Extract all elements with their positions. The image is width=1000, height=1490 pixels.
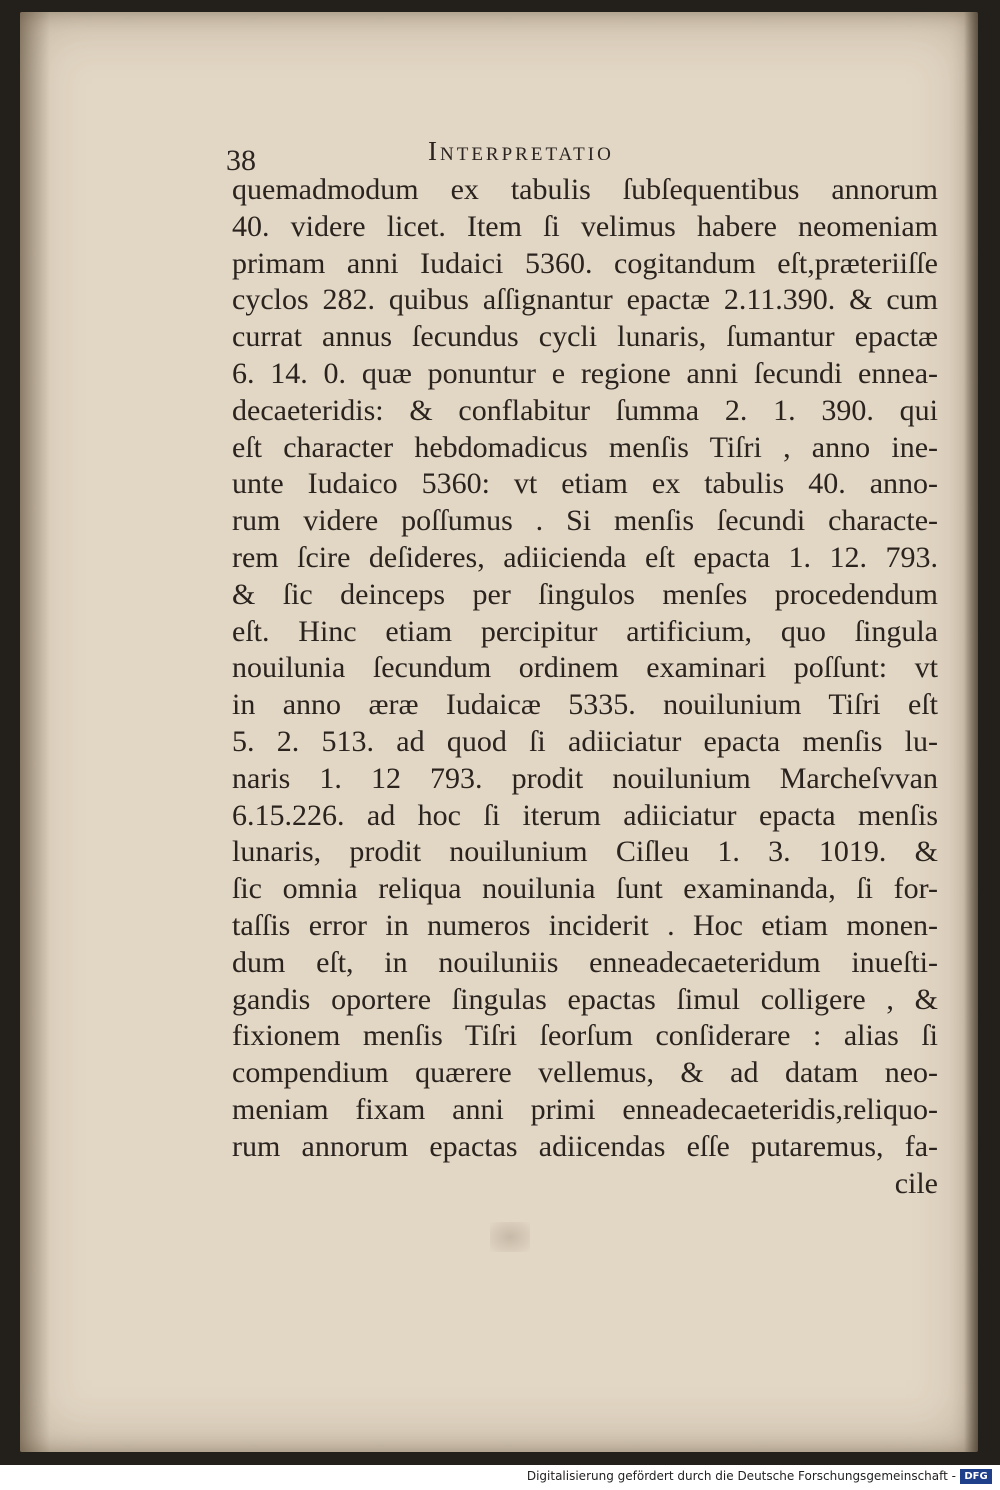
text-line: 6.15.226. ad hoc ſi iterum adiiciatur epacta menſis [232, 798, 938, 832]
body-text [232, 172, 938, 1202]
text-line: eſt character hebdomadicus menſis Tiſri , anno ine- [232, 430, 938, 464]
text-line: gandis oportere ſingulas epactas ſimul colligere , & [232, 982, 938, 1016]
text-line: lunaris, prodit nouilunium Ciſleu 1. 3. 1019. & [232, 835, 938, 869]
text-line: fixionem menſis Tiſri ſeorſum conſiderare : alias ſi [232, 1019, 938, 1053]
text-line: eſt. Hinc etiam percipitur artificium, quo ſingula [232, 614, 938, 648]
text-line: dum eſt, in nouiluniis enneadecaeteridum inueſti- [232, 945, 938, 979]
paper-stain [490, 1222, 530, 1252]
text-line: unte Iudaico 5360: vt etiam ex tabulis 40. anno- [232, 467, 938, 501]
running-title: Interpretatio [428, 136, 614, 166]
text-line: cyclos 282. quibus aſſignantur epactæ 2.11.390. & cum [232, 283, 938, 317]
text-line: rem ſcire deſideres, adiicienda eſt epacta 1. 12. 793. [232, 540, 938, 574]
text-line: compendium quærere vellemus, & ad datam neo- [232, 1056, 938, 1090]
text-line: 40. videre licet. Item ſi velimus habere neomeniam [232, 209, 938, 243]
text-line: rum annorum epactas adiicendas eſſe putaremus, fa- [232, 1129, 938, 1163]
page-spine-shadow [20, 12, 50, 1452]
book-page [20, 12, 978, 1452]
dfg-logo-icon: DFG [960, 1469, 992, 1484]
text-line: 6. 14. 0. quæ ponuntur e regione anni ſecundi ennea- [232, 356, 938, 390]
text-line: rum videre poſſumus . Si menſis ſecundi characte- [232, 504, 938, 538]
text-line: meniam fixam anni primi enneadecaeteridis,reliquo- [232, 1092, 938, 1126]
page-edge-shadow [964, 12, 978, 1452]
text-line: decaeteridis: & conflabitur ſumma 2. 1. 390. qui [232, 393, 938, 427]
text-line: & ſic deinceps per ſingulos menſes procedendum [232, 577, 938, 611]
text-line: currat annus ſecundus cycli lunaris, ſumantur epactæ [232, 320, 938, 354]
page-number: 38 [226, 144, 256, 177]
text-line: 5. 2. 513. ad quod ſi adiiciatur epacta menſis lu- [232, 724, 938, 758]
footer-bar [0, 1465, 1000, 1490]
page-header [20, 130, 978, 177]
catchword: cile [894, 1166, 938, 1200]
text-line: primam anni Iudaici 5360. cogitandum eſt,præteriiſſe [232, 246, 938, 280]
text-line: naris 1. 12 793. prodit nouilunium Marcheſvvan [232, 761, 938, 795]
text-line: in anno æræ Iudaicæ 5335. nouilunium Tiſri eſt [232, 688, 938, 722]
text-line: taſſis error in numeros inciderit . Hoc etiam monen- [232, 908, 938, 942]
text-line: ſic omnia reliqua nouilunia ſunt examinanda, ſi for- [232, 872, 938, 906]
text-line: quemadmodum ex tabulis ſubſequentibus annorum [232, 173, 938, 206]
text-line: nouilunia ſecundum ordinem examinari poſſunt: vt [232, 651, 938, 685]
funding-notice: Digitalisierung gefördert durch die Deutsche Forschungsgemeinschaft - [526, 1469, 956, 1483]
